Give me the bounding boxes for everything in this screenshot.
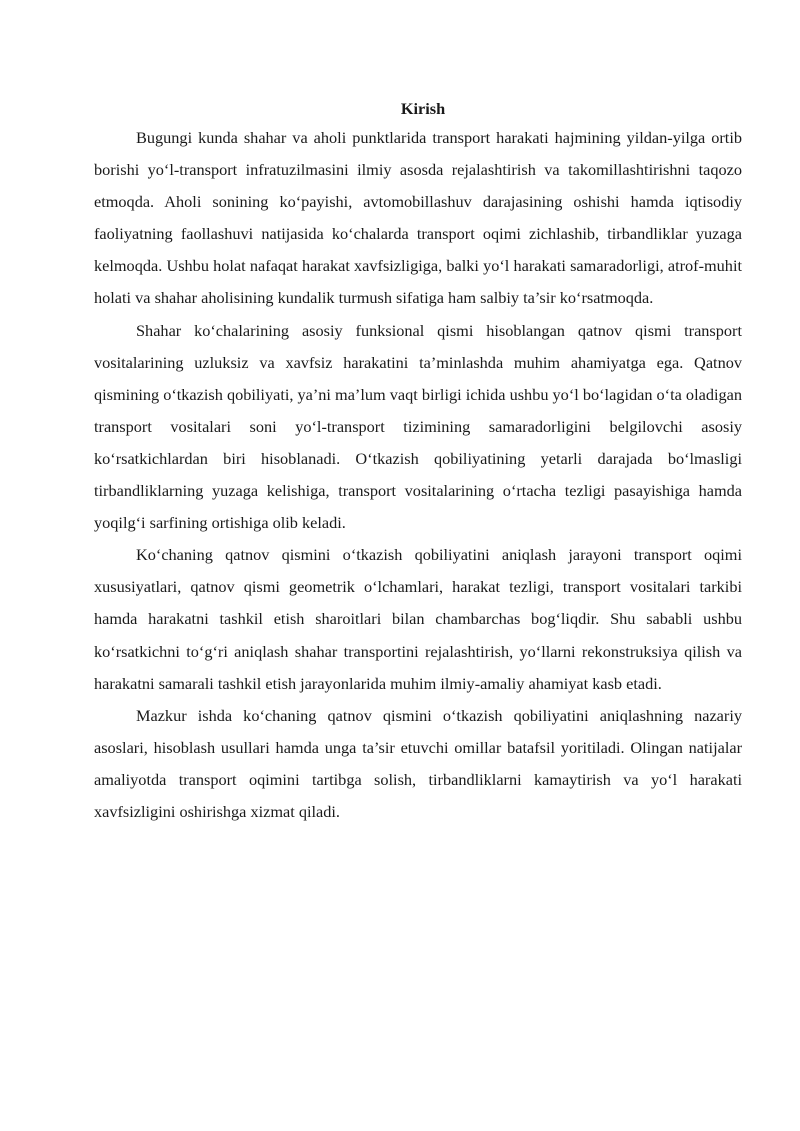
paragraph-4: Mazkur ishda ko‘chaning qatnov qismini o‘tkazish qobiliyatini aniqlashning nazariy asoslari, hisoblash usullari hamda unga ta’sir etuvchi omillar batafsil yoritiladi. Olingan natijalar amaliyotda transport oqimini tartibga solish, tirbandliklarni kamaytirish va yo‘l harakati xavfsizligini oshirishga xizmat qiladi. <box>94 705 742 821</box>
document-body <box>94 95 742 828</box>
section-title: Kirish <box>400 99 446 118</box>
paragraph-3: Ko‘chaning qatnov qismini o‘tkazish qobiliyatini aniqlash jarayoni transport oqimi xususiyatlari, qatnov qismi geometrik o‘lchamlari, harakat tezligi, transport vositalari tarkibi hamda harakatni tashkil etish sharoitlari bilan chambarchas bog‘liqdir. Shu sababli ushbu ko‘rsatkichni to‘g‘ri aniqlash shahar transportini rejalashtirish, yo‘llarni rekonstruksiya qilish va harakatni samarali tashkil etish jarayonlarida muhim ilmiy-amaliy ahamiyat kasb etadi. <box>94 545 742 693</box>
paragraph-1: Bugungi kunda shahar va aholi punktlarida transport harakati hajmining yildan-yilga ortib borishi yo‘l-transport infratuzilmasini ilmiy asosda rejalashtirish va takomillashtirishni taqozo etmoqda. Aholi sonining ko‘payishi, avtomobillashuv darajasining oshishi hamda iqtisodiy faoliyatning faollashuvi natijasida ko‘chalarda transport oqimi zichlashib, tirbandliklar yuzaga kelmoqda. Ushbu holat nafaqat harakat xavfsizligiga, balki yo‘l harakati samaradorligi, atrof-muhit holati va shahar aholisining kundalik turmush sifatiga ham salbiy ta’sir ko‘rsatmoqda. <box>94 128 742 308</box>
paragraph-2: Shahar ko‘chalarining asosiy funksional qismi hisoblangan qatnov qismi transport vositalarining uzluksiz va xavfsiz harakatini ta’minlashda muhim ahamiyatga ega. Qatnov qismining o‘tkazish qobiliyati, ya’ni ma’lum vaqt birligi ichida ushbu yo‘l bo‘lagidan o‘ta oladigan transport vositalari soni yo‘l-transport tizimining samaradorligini belgilovchi asosiy ko‘rsatkichlardan biri hisoblanadi. O‘tkazish qobiliyatining yetarli darajada bo‘lmasligi tirbandliklarning yuzaga kelishiga, transport vositalarining o‘rtacha tezligi pasayishiga hamda yoqilg‘i sarfining ortishiga olib keladi. <box>94 320 742 533</box>
